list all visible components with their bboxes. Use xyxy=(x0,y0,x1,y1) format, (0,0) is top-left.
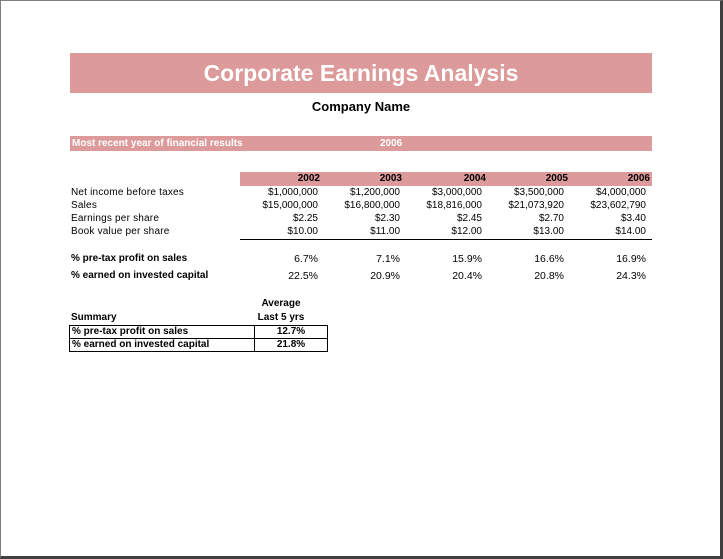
row-label-earned-capital: % earned on invested capital xyxy=(71,270,209,281)
ratio-cell: 24.3% xyxy=(616,270,646,282)
ratio-cell: 20.9% xyxy=(370,270,400,282)
table-cell[interactable]: $2.45 xyxy=(456,213,482,224)
table-cell[interactable]: $14.00 xyxy=(615,226,646,237)
summary-value: 12.7% xyxy=(255,326,328,339)
summary-value: 21.8% xyxy=(255,339,328,352)
ratio-cell: 6.7% xyxy=(294,253,318,265)
table-cell[interactable]: $1,200,000 xyxy=(349,187,400,198)
ratio-cell: 20.8% xyxy=(534,270,564,282)
table-cell[interactable]: $23,602,790 xyxy=(590,200,646,211)
row-label-sales: Sales xyxy=(71,200,98,211)
year-header: 2002 xyxy=(297,173,320,184)
row-label-net-income: Net income before taxes xyxy=(71,187,184,198)
summary-label: % pre-tax profit on sales xyxy=(70,326,255,339)
year-header: 2005 xyxy=(545,173,568,184)
table-cell[interactable]: $12.00 xyxy=(451,226,482,237)
row-label-pretax-profit: % pre-tax profit on sales xyxy=(71,253,188,264)
table-cell[interactable]: $21,073,920 xyxy=(508,200,564,211)
table-cell[interactable]: $10.00 xyxy=(287,226,318,237)
ratio-cell: 16.6% xyxy=(534,253,564,265)
table-cell[interactable]: $15,000,000 xyxy=(262,200,318,211)
ratio-cell: 7.1% xyxy=(376,253,400,265)
ratio-cell: 22.5% xyxy=(288,270,318,282)
summary-period-heading: Last 5 yrs xyxy=(257,312,305,323)
page-title: Corporate Earnings Analysis xyxy=(70,53,652,93)
recent-year-value[interactable]: 2006 xyxy=(380,138,403,149)
table-cell[interactable]: $11.00 xyxy=(370,226,400,237)
table-cell[interactable]: $2.25 xyxy=(292,213,318,224)
summary-table xyxy=(69,325,328,352)
table-cell[interactable]: $4,000,000 xyxy=(595,187,646,198)
summary-heading: Summary xyxy=(71,312,117,323)
table-cell[interactable]: $2.70 xyxy=(538,213,564,224)
table-cell[interactable]: $3,000,000 xyxy=(431,187,482,198)
ratio-cell: 15.9% xyxy=(452,253,482,265)
table-cell[interactable]: $3,500,000 xyxy=(513,187,564,198)
table-row xyxy=(70,326,328,339)
year-header: 2006 xyxy=(627,173,650,184)
table-cell[interactable]: $16,800,000 xyxy=(344,200,400,211)
year-header: 2004 xyxy=(463,173,486,184)
recent-year-label: Most recent year of financial results xyxy=(72,138,243,149)
table-cell[interactable]: $2.30 xyxy=(374,213,400,224)
table-cell[interactable]: $1,000,000 xyxy=(267,187,318,198)
summary-average-heading: Average xyxy=(261,298,301,309)
table-cell[interactable]: $18,816,000 xyxy=(426,200,482,211)
table-cell[interactable]: $3.40 xyxy=(620,213,646,224)
table-bottom-border xyxy=(240,239,652,240)
table-row xyxy=(70,339,328,352)
company-name[interactable]: Company Name xyxy=(311,99,411,114)
row-label-book-value: Book value per share xyxy=(71,226,170,237)
recent-year-bar xyxy=(70,136,652,151)
summary-label: % earned on invested capital xyxy=(70,339,255,352)
year-header: 2003 xyxy=(379,173,402,184)
table-cell[interactable]: $13.00 xyxy=(533,226,564,237)
ratio-cell: 20.4% xyxy=(452,270,482,282)
ratio-cell: 16.9% xyxy=(616,253,646,265)
row-label-eps: Earnings per share xyxy=(71,213,160,224)
